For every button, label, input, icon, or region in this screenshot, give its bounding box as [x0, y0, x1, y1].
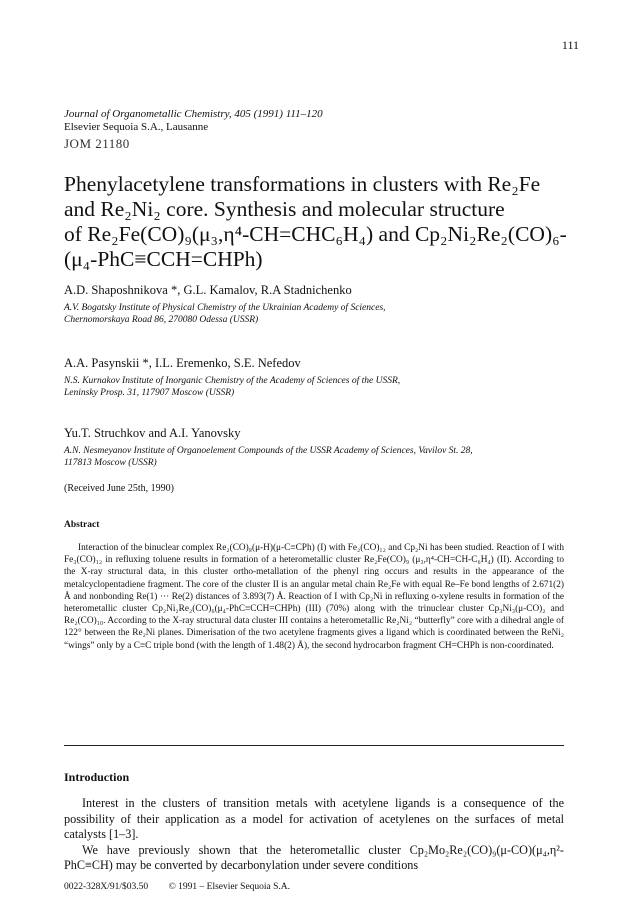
abstract-heading: Abstract — [64, 520, 100, 530]
introduction-body — [64, 796, 564, 874]
title-line-3: of Re₂Fe(CO)₉(μ₃,η⁴-CH=CHC₆H₄) and Cp₂Ni₂Re₂(CO)₆- — [64, 222, 567, 246]
copyright-notice: © 1991 – Elsevier Sequoia S.A. — [168, 882, 291, 892]
received-date: (Received June 25th, 1990) — [64, 483, 174, 494]
authors-2: A.A. Pasynskii *, I.L. Eremenko, S.E. Nefedov — [64, 356, 301, 370]
title-line-4: (μ₄-PhC≡CCH=CHPh) — [64, 247, 263, 271]
author-group-1 — [64, 283, 564, 326]
article-title — [64, 172, 584, 272]
intro-paragraph-2: We have previously shown that the heterometallic cluster Cp₂Mo₂Re₂(CO)₉(μ-CO)(μ₄,η²-PhC≡CH) may be converted by decarbonylation under severe conditions — [64, 842, 564, 872]
affiliation-1a: A.V. Bogatsky Institute of Physical Chemistry of the Ukrainian Academy of Sciences, — [64, 303, 386, 313]
journal-citation: Journal of Organometallic Chemistry, 405 (1991) 111–120 — [64, 108, 323, 120]
abstract-text: Interaction of the binuclear complex Re₂(CO)₈(μ-H)(μ-C≡CPh) (I) with Fe₂(CO)₁₂ and Cp₂Ni has been studied. Reaction of I with Fe₃(CO)₁₂ in refluxing toluene results in formation of a heterometallic cluster Re₂Fe(CO)₉ (μ₃,η⁴-CH=CH-C₆H₄) (II). According to the X-ray structural data, in this cluster ortho-metallation of the phenyl ring occurs and results in the appearance of the metalcyclopentadiene fragment. The core of the cluster II is an angular metal chain Re₂Fe with equal Re–Fe bond lengths of 2.671(2) Å and nonbonding Re(1) ··· Re(2) distances of 3.893(7) Å. Reaction of I with Cp₂Ni in refluxing o-xylene results in formation of the heterometallic cluster Cp₂Ni₂Re₂(CO)₆(μ₄-PhC≡CCH=CHPh) (III) (70%) along with the trinuclear cluster Cp₃Ni₃(μ-CO)₂ and Re₂(CO)₁₀. According to the X-ray structural data cluster III contains a heterometallic Re₂Ni₂ “butterfly” core with a dihedral angle of 122° between the Re₂Ni planes. Dimerisation of the two acetylene fragments gives a ligand which is coordinated between the ReNi₂ “wings” only by a C≡C triple bond (with the length of 1.48(2) Å), the second hydrocarbon fragment CH=CHPh is non-coordinated. — [64, 543, 564, 651]
title-line-1: Phenylacetylene transformations in clusters with Re₂Fe — [64, 172, 541, 196]
journal-header — [64, 108, 323, 134]
title-line-2: and Re₂Ni₂ core. Synthesis and molecular structure — [64, 197, 505, 221]
affiliation-3b: 117813 Moscow (USSR) — [64, 458, 157, 468]
page-number: 111 — [561, 38, 579, 52]
intro-paragraph-1: Interest in the clusters of transition metals with acetylene ligands is a consequence of the possibility of their application as a model for activation of acetylenes on the surfaces of metal catalysts [1–3]. — [64, 796, 564, 841]
authors-3: Yu.T. Struchkov and A.I. Yanovsky — [64, 426, 241, 440]
affiliation-2b: Leninsky Prosp. 31, 117907 Moscow (USSR) — [64, 388, 235, 398]
publisher-line: Elsevier Sequoia S.A., Lausanne — [64, 121, 209, 133]
affiliation-2a: N.S. Kurnakov Institute of Inorganic Chemistry of the Academy of Sciences of the USSR, — [64, 376, 401, 386]
author-group-3 — [64, 426, 564, 469]
issn-code: 0022-328X/91/$03.50 — [64, 882, 149, 892]
section-divider — [64, 745, 564, 746]
affiliation-1b: Chernomorskaya Road 86, 270080 Odessa (USSR) — [64, 315, 259, 325]
page-footer — [64, 882, 308, 892]
affiliation-3a: A.N. Nesmeyanov Institute of Organoelement Compounds of the USSR Academy of Sciences, Vavilov St. 28, — [64, 446, 473, 456]
author-group-2 — [64, 356, 564, 399]
jom-code: JOM 21180 — [64, 136, 130, 151]
introduction-heading: Introduction — [64, 770, 130, 784]
authors-1: A.D. Shaposhnikova *, G.L. Kamalov, R.A Stadnichenko — [64, 283, 352, 297]
